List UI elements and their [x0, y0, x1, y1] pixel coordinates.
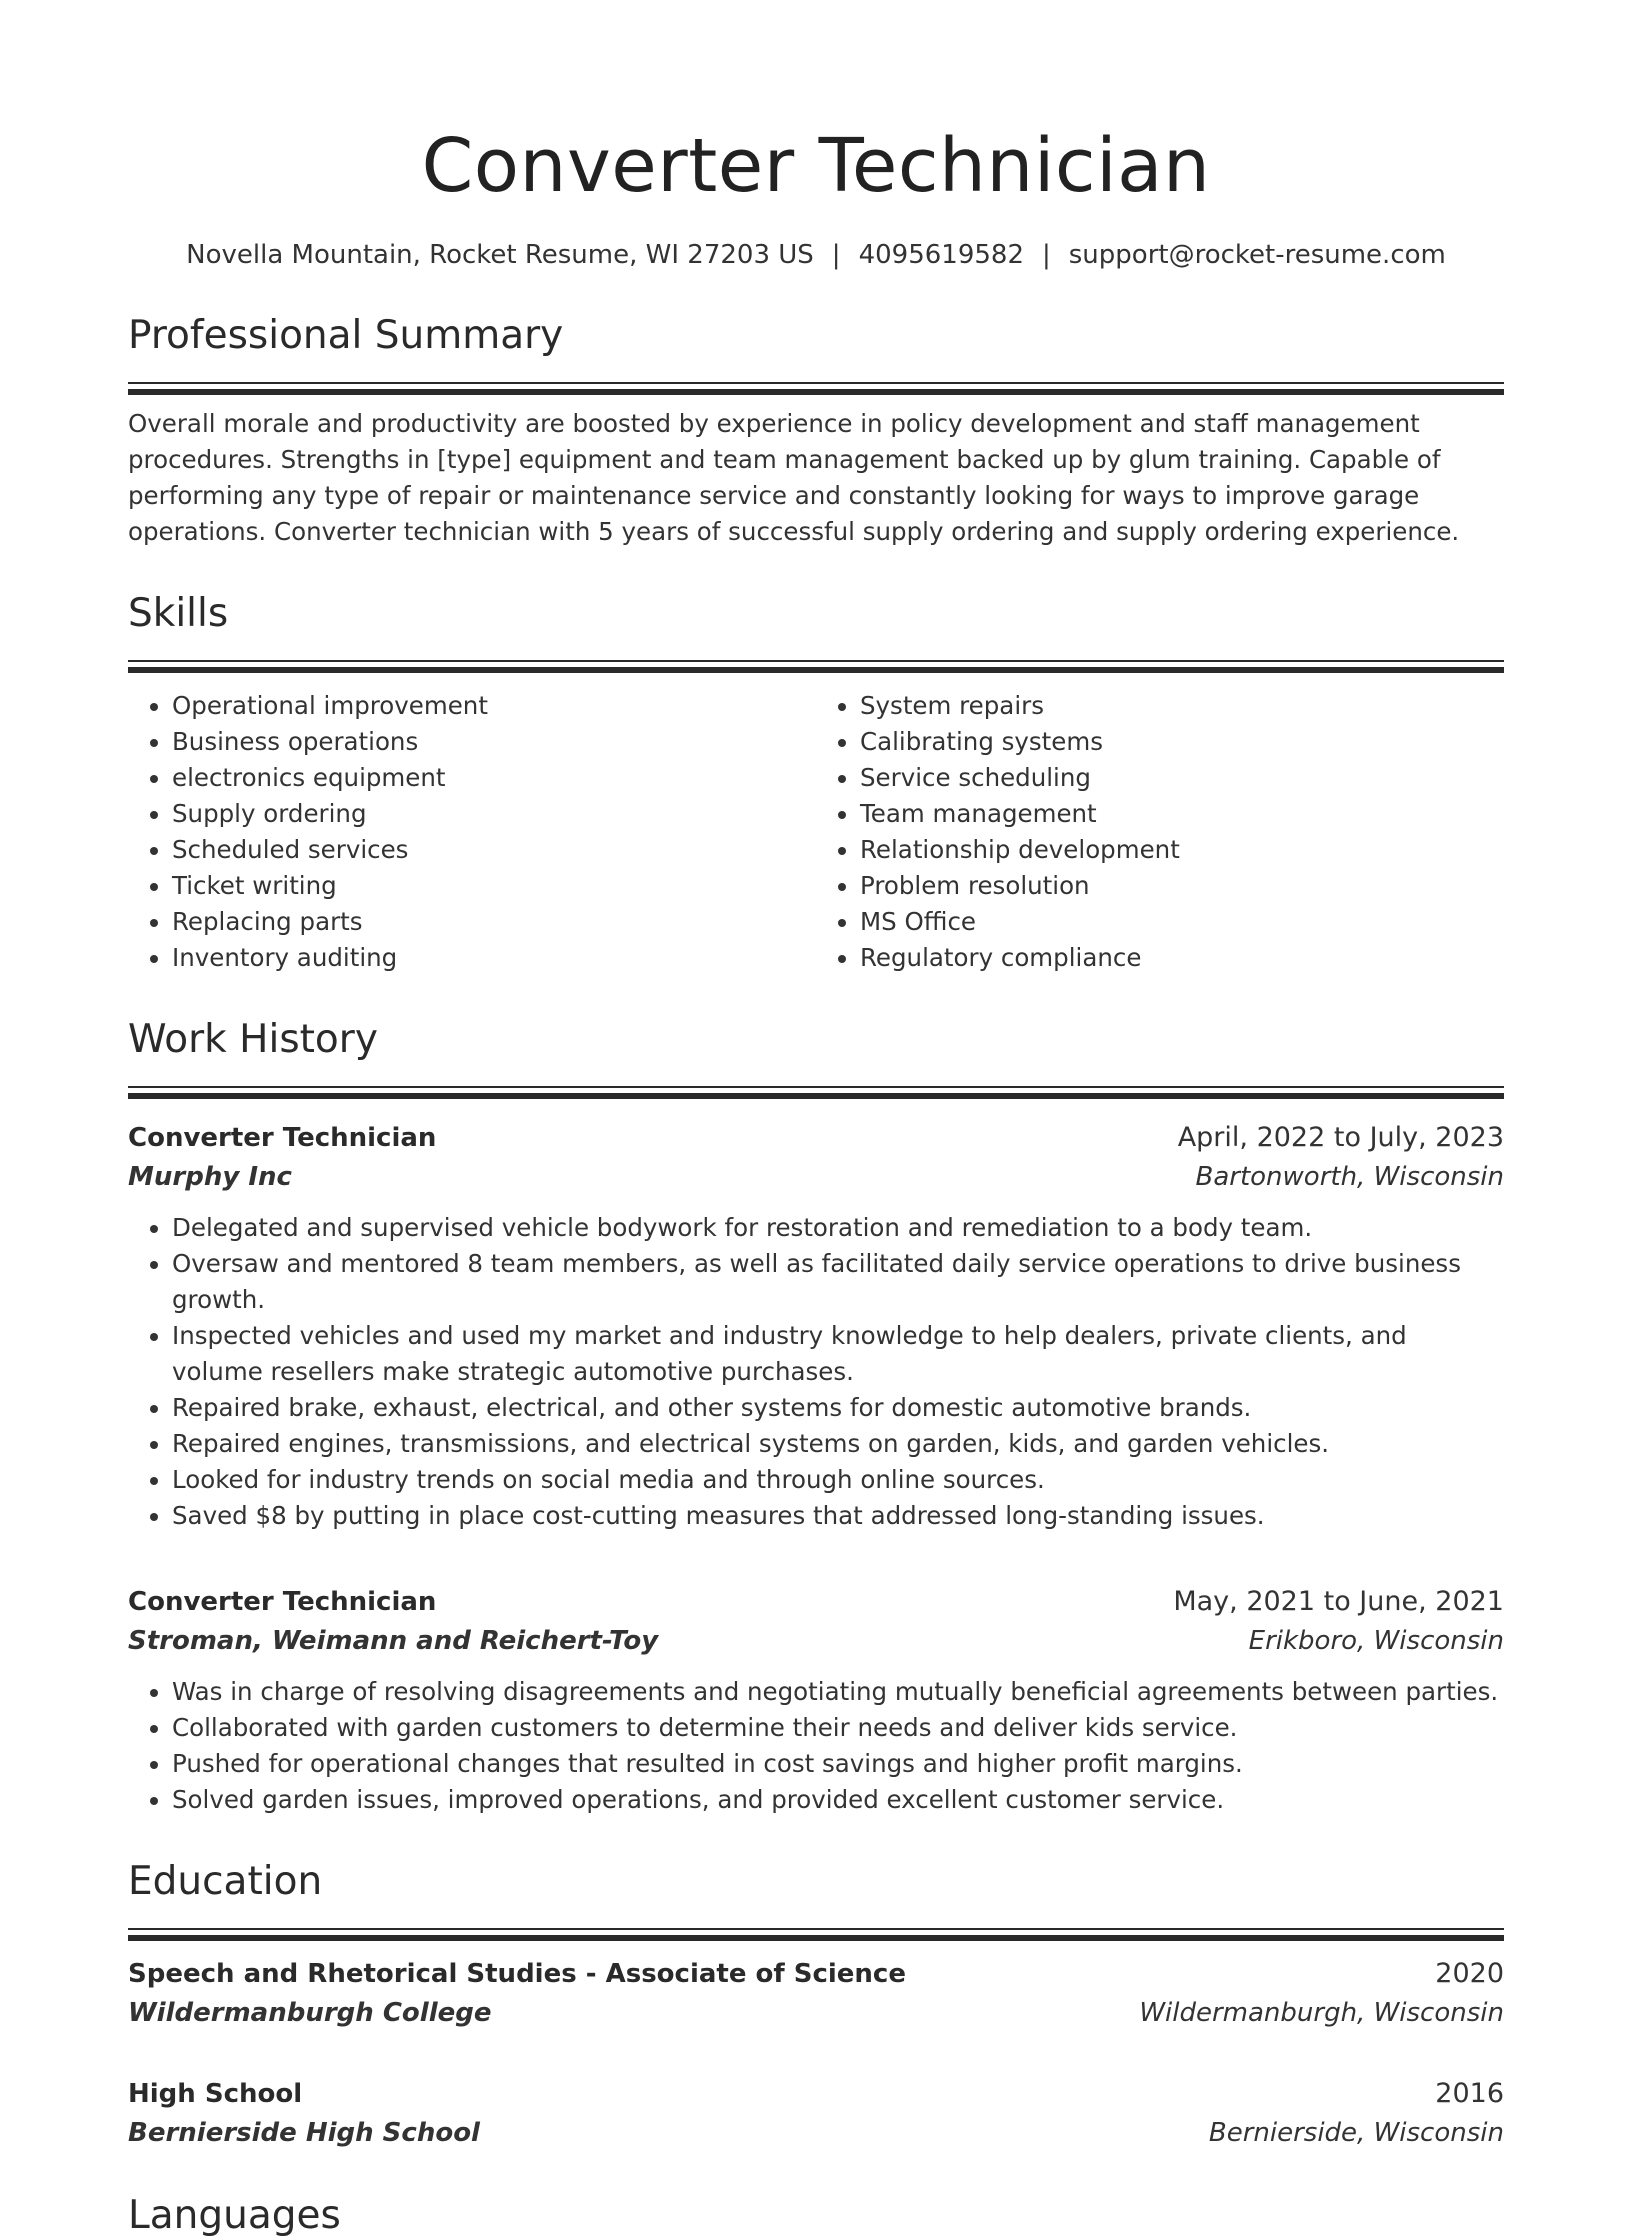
- job-duty: • Pushed for operational changes that resulted in cost savings and higher profit margins.: [172, 1746, 1504, 1782]
- education-location: Wildermanburgh, Wisconsin: [1139, 1998, 1504, 2028]
- job-location: Erikboro, Wisconsin: [1248, 1626, 1504, 1656]
- contact-line: [128, 238, 1504, 272]
- skill-item: • Regulatory compliance: [860, 940, 1504, 976]
- contact-address: Novella Mountain, Rocket Resume, WI 27203 US: [186, 240, 814, 270]
- job-duty: • Repaired engines, transmissions, and electrical systems on garden, kids, and garden vehicles.: [172, 1426, 1504, 1462]
- education-entry: [128, 1954, 1504, 2032]
- skill-item: • Calibrating systems: [860, 724, 1504, 760]
- skill-item: • Scheduled services: [172, 832, 816, 868]
- section-heading-education: Education: [128, 1859, 323, 1904]
- job-company: Murphy Inc: [128, 1162, 292, 1192]
- job-company: Stroman, Weimann and Reichert-Toy: [128, 1626, 659, 1656]
- job-duty: • Saved $8 by putting in place cost-cutting measures that addressed long-standing issues.: [172, 1498, 1504, 1534]
- contact-phone: 4095619582: [858, 240, 1024, 270]
- education-degree: Speech and Rhetorical Studies - Associate of Science: [128, 1959, 906, 1989]
- skill-item: • Inventory auditing: [172, 940, 816, 976]
- skill-item: • Supply ordering: [172, 796, 816, 832]
- skill-item: • Ticket writing: [172, 868, 816, 904]
- skills-list: [128, 688, 1504, 976]
- section-heading-work: Work History: [128, 1017, 378, 1062]
- section-heading-summary: Professional Summary: [128, 313, 564, 358]
- job-duty: • Oversaw and mentored 8 team members, as well as facilitated daily service operations to drive business growth.: [172, 1246, 1504, 1318]
- section-divider: [128, 660, 1504, 674]
- education-degree: High School: [128, 2079, 303, 2109]
- contact-email: support@rocket-resume.com: [1068, 240, 1446, 270]
- job-duties: [128, 1674, 1504, 1818]
- skills-column-right: [816, 688, 1504, 976]
- job-duty: • Solved garden issues, improved operations, and provided excellent customer service.: [172, 1782, 1504, 1818]
- skill-item: • electronics equipment: [172, 760, 816, 796]
- job-dates: April, 2022 to July, 2023: [1177, 1122, 1504, 1153]
- job-duty: • Collaborated with garden customers to determine their needs and deliver kids service.: [172, 1710, 1504, 1746]
- skill-item: • Relationship development: [860, 832, 1504, 868]
- job-duties: [128, 1210, 1504, 1534]
- job-location: Bartonworth, Wisconsin: [1195, 1162, 1504, 1192]
- resume-title: Converter Technician: [421, 123, 1211, 209]
- job-title: Converter Technician: [128, 1123, 437, 1153]
- education-entry: [128, 2074, 1504, 2152]
- contact-separator: |: [1041, 240, 1051, 270]
- job-duty: • Looked for industry trends on social media and through online sources.: [172, 1462, 1504, 1498]
- section-heading-languages: Languages: [128, 2193, 341, 2238]
- job-entry: [128, 1118, 1504, 1534]
- skill-item: • System repairs: [860, 688, 1504, 724]
- skill-item: • Service scheduling: [860, 760, 1504, 796]
- education-location: Bernierside, Wisconsin: [1208, 2118, 1504, 2148]
- education-school: Wildermanburgh College: [128, 1998, 492, 2028]
- section-heading-skills: Skills: [128, 591, 229, 636]
- job-duty: • Was in charge of resolving disagreements and negotiating mutually beneficial agreements between parties.: [172, 1674, 1504, 1710]
- skill-item: • Business operations: [172, 724, 816, 760]
- job-title: Converter Technician: [128, 1587, 437, 1617]
- job-duty: • Repaired brake, exhaust, electrical, and other systems for domestic automotive brands.: [172, 1390, 1504, 1426]
- skill-item: • MS Office: [860, 904, 1504, 940]
- education-school: Bernierside High School: [128, 2118, 480, 2148]
- job-duty: • Delegated and supervised vehicle bodywork for restoration and remediation to a body team.: [172, 1210, 1504, 1246]
- section-divider: [128, 1928, 1504, 1942]
- job-entry: [128, 1582, 1504, 1818]
- skill-item: • Operational improvement: [172, 688, 816, 724]
- skill-item: • Team management: [860, 796, 1504, 832]
- contact-separator: |: [831, 240, 841, 270]
- education-year: 2016: [1435, 2078, 1504, 2109]
- education-year: 2020: [1435, 1958, 1504, 1989]
- summary-text: Overall morale and productivity are boosted by experience in policy development and staff management procedures. Strengths in [type] equipment and team management backed up by glum training. Capable of performing any type of repair or maintenance service and constantly looking for ways to improve garage operations. Converter technician with 5 years of successful supply ordering and supply ordering experience.: [128, 409, 1460, 546]
- skill-item: • Replacing parts: [172, 904, 816, 940]
- job-dates: May, 2021 to June, 2021: [1173, 1586, 1504, 1617]
- section-divider: [128, 382, 1504, 396]
- skill-item: • Problem resolution: [860, 868, 1504, 904]
- job-duty: • Inspected vehicles and used my market and industry knowledge to help dealers, private clients, and volume resellers make strategic automotive purchases.: [172, 1318, 1504, 1390]
- section-divider: [128, 1086, 1504, 1100]
- skills-column-left: [128, 688, 816, 976]
